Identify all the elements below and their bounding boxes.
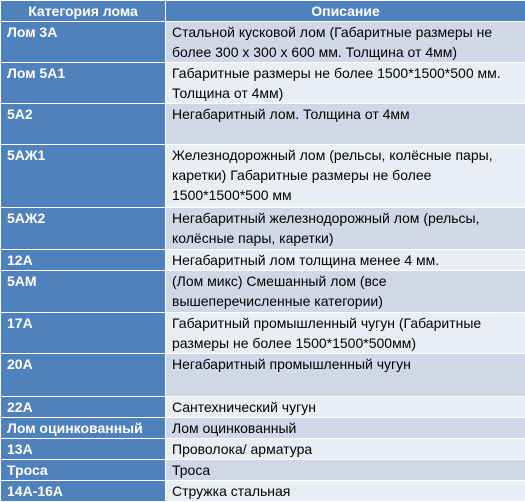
description-cell: Негабаритный железнодорожный лом (рельсы, колёсные пары, каретки) <box>166 208 525 250</box>
description-cell: Негабаритный промышленный чугун <box>166 354 525 397</box>
description-cell: Проволока/ арматура <box>166 439 525 460</box>
column-header-description: Описание <box>166 1 525 22</box>
description-cell: Негабаритный лом толщина менее 4 мм. <box>166 250 525 271</box>
table-row <box>1 145 525 208</box>
table-row <box>1 313 525 354</box>
description-cell: (Лом микс) Смешанный лом (все вышеперечисленные категории) <box>166 271 525 313</box>
category-cell: 5АЖ2 <box>1 208 166 250</box>
description-cell: Троса <box>166 460 525 481</box>
description-cell: Сантехнический чугун <box>166 397 525 418</box>
description-cell: Лом оцинкованный <box>166 418 525 439</box>
category-cell: 5АМ <box>1 271 166 313</box>
category-cell: Лом 3А <box>1 22 166 63</box>
table-row <box>1 250 525 271</box>
table-row <box>1 208 525 250</box>
table-row <box>1 22 525 63</box>
table-row <box>1 481 525 502</box>
category-cell: Лом оцинкованный <box>1 418 166 439</box>
description-cell: Габаритные размеры не более 1500*1500*500 мм. Толщина от 4мм) <box>166 63 525 104</box>
description-cell: Стальной кусковой лом (Габаритные размеры не более 300 x 300 x 600 мм. Толщина от 4мм) <box>166 22 525 63</box>
table-row <box>1 271 525 313</box>
table-row <box>1 460 525 481</box>
table-row <box>1 418 525 439</box>
table-row <box>1 354 525 397</box>
table-row <box>1 63 525 104</box>
category-cell: 5АЖ1 <box>1 145 166 208</box>
category-cell: 13А <box>1 439 166 460</box>
category-cell: 20А <box>1 354 166 397</box>
category-cell: Троса <box>1 460 166 481</box>
description-cell: Габаритный промышленный чугун (Габаритные размеры не более 1500*1500*500мм) <box>166 313 525 354</box>
description-cell: Негабаритный лом. Толщина от 4мм <box>166 104 525 145</box>
table-row <box>1 104 525 145</box>
category-cell: 14А-16А <box>1 481 166 502</box>
description-cell: Стружка стальная <box>166 481 525 502</box>
category-cell: 12А <box>1 250 166 271</box>
table-header-row <box>1 1 525 22</box>
table-row <box>1 397 525 418</box>
category-cell: 17А <box>1 313 166 354</box>
column-header-category: Категория лома <box>1 1 166 22</box>
category-cell: Лом 5А1 <box>1 63 166 104</box>
description-cell: Железнодорожный лом (рельсы, колёсные пары, каретки) Габаритные размеры не более 1500*1500*500 мм <box>166 145 525 208</box>
table-row <box>1 439 525 460</box>
category-cell: 22А <box>1 397 166 418</box>
category-cell: 5А2 <box>1 104 166 145</box>
